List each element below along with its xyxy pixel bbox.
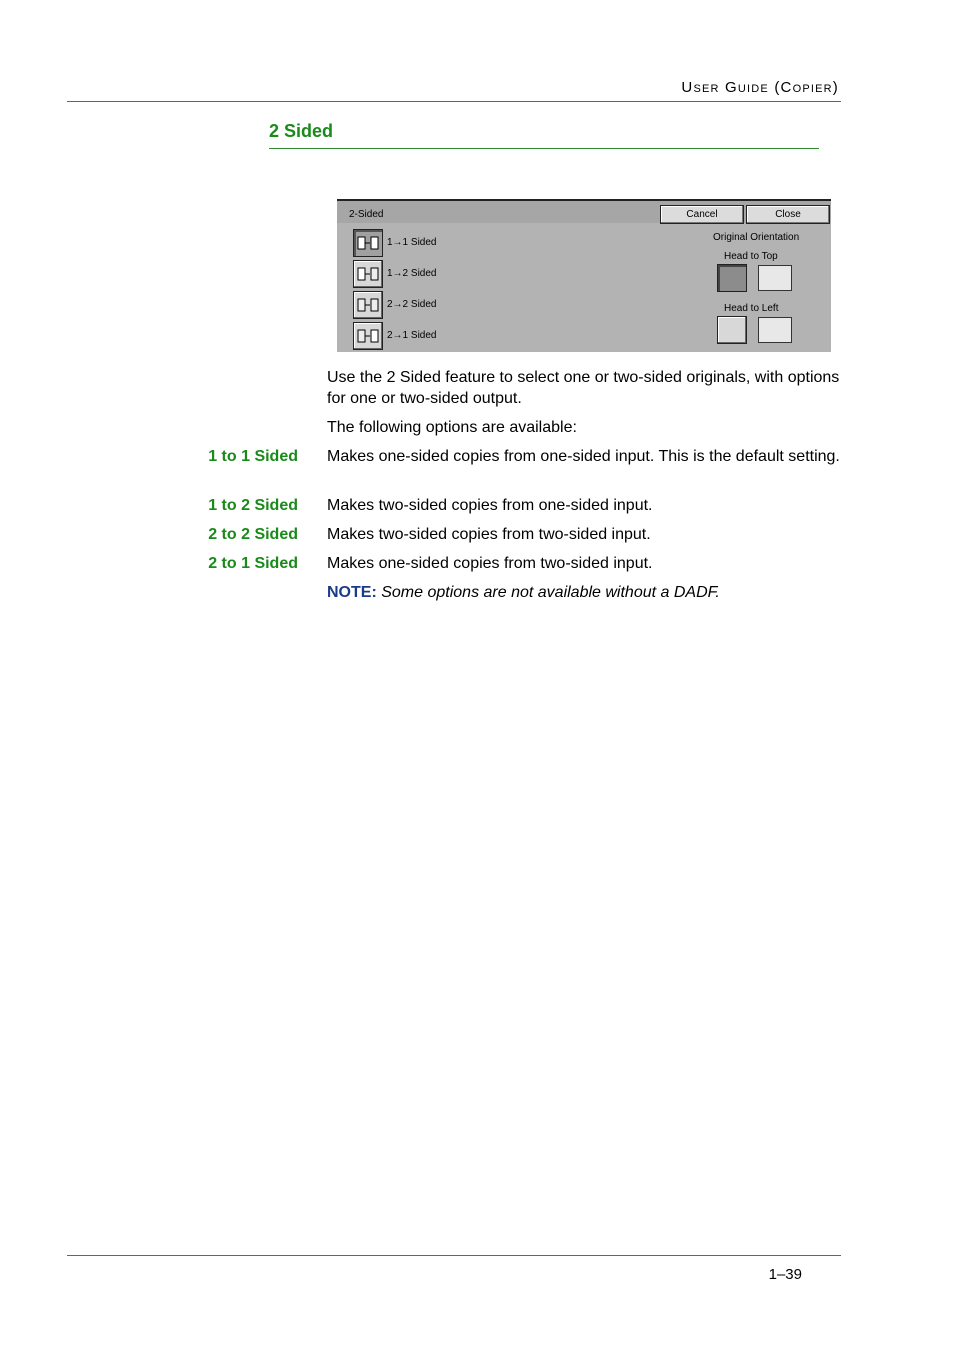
section-title: 2 Sided [269, 121, 334, 141]
screen-title: 2-Sided [349, 209, 384, 220]
option-label-1-1: 1→1 Sided [387, 237, 437, 248]
desc-1-to-1: Makes one-sided copies from one-sided input. This is the default setting. [327, 448, 840, 465]
page-number: 1–39 [768, 1266, 802, 1283]
head-to-top-icon [758, 265, 792, 291]
note [327, 582, 842, 603]
two-to-one-icon [357, 328, 379, 344]
orientation-title: Original Orientation [713, 232, 800, 243]
header-rule [67, 101, 841, 102]
head-to-left-button[interactable] [717, 316, 747, 344]
head-to-left-icon [758, 317, 792, 343]
term-1-to-1: 1 to 1 Sided [208, 448, 298, 465]
intro-paragraph: Use the 2 Sided feature to select one or two-sided originals, with options for one or two-sided output. [327, 369, 840, 407]
footer-rule [67, 1255, 841, 1256]
one-to-two-icon [357, 266, 379, 282]
head-to-top-label: Head to Top [724, 251, 778, 262]
head-to-top-button[interactable] [717, 264, 747, 292]
running-head: User Guide (Copier) [681, 79, 839, 96]
one-to-one-sided-button[interactable] [353, 229, 383, 257]
desc-1-to-2: Makes two-sided copies from one-sided input. [327, 497, 653, 514]
term-2-to-2: 2 to 2 Sided [208, 526, 298, 543]
cancel-button[interactable]: Cancel [660, 205, 744, 224]
option-label-1-2: 1→2 Sided [387, 268, 437, 279]
option-label-2-2: 2→2 Sided [387, 299, 437, 310]
close-button[interactable]: Close [746, 205, 830, 224]
desc-2-to-1: Makes one-sided copies from two-sided input. [327, 555, 653, 572]
section-rule [269, 148, 819, 149]
two-to-one-sided-button[interactable] [353, 322, 383, 350]
one-to-two-sided-button[interactable] [353, 260, 383, 288]
term-1-to-2: 1 to 2 Sided [208, 497, 298, 514]
desc-2-to-2: Makes two-sided copies from two-sided input. [327, 526, 651, 543]
note-label: NOTE: [327, 584, 377, 601]
two-to-two-icon [357, 297, 379, 313]
head-to-left-label: Head to Left [724, 303, 779, 314]
options-intro: The following options are available: [327, 419, 577, 436]
two-to-two-sided-button[interactable] [353, 291, 383, 319]
term-2-to-1: 2 to 1 Sided [208, 555, 298, 572]
note-text: Some options are not available without a DADF. [381, 584, 720, 601]
two-sided-screen [337, 199, 831, 352]
option-label-2-1: 2→1 Sided [387, 330, 437, 341]
one-to-one-icon [357, 235, 379, 251]
